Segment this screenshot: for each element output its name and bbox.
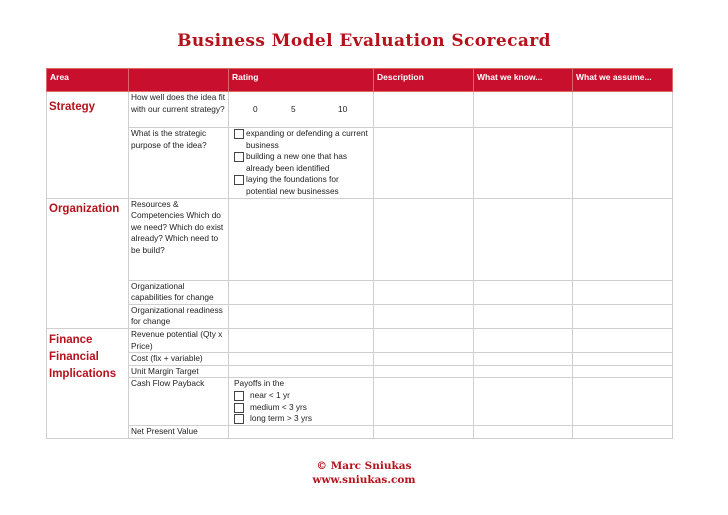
assume-cell[interactable] bbox=[573, 378, 673, 425]
know-cell[interactable] bbox=[474, 92, 573, 128]
payoff-options bbox=[229, 378, 374, 425]
assume-cell[interactable] bbox=[573, 128, 673, 199]
area-finance bbox=[47, 328, 129, 438]
table-row bbox=[47, 378, 673, 425]
header-rating: Rating bbox=[229, 69, 374, 92]
revenue-question: Revenue potential (Qty x Price) bbox=[129, 328, 229, 352]
rating-cell[interactable] bbox=[229, 198, 374, 280]
header-what-we-know: What we know... bbox=[474, 69, 573, 92]
know-cell[interactable] bbox=[474, 425, 573, 438]
know-cell[interactable] bbox=[474, 304, 573, 328]
header-description: Description bbox=[374, 69, 474, 92]
scorecard-table bbox=[46, 68, 673, 439]
strategy-options bbox=[229, 128, 374, 199]
table-row bbox=[47, 280, 673, 304]
cost-question: Cost (fix + variable) bbox=[129, 353, 229, 366]
area-strategy: Strategy bbox=[47, 92, 129, 199]
table-row bbox=[47, 92, 673, 128]
rating-cell[interactable] bbox=[229, 353, 374, 366]
checkbox-icon[interactable] bbox=[234, 391, 244, 401]
assume-cell[interactable] bbox=[573, 280, 673, 304]
description-cell[interactable] bbox=[374, 198, 474, 280]
rating-cell[interactable] bbox=[229, 365, 374, 378]
assume-cell[interactable] bbox=[573, 304, 673, 328]
header-area: Area bbox=[47, 69, 129, 92]
checkbox-icon[interactable] bbox=[234, 403, 244, 413]
option-near[interactable]: near < 1 yr bbox=[231, 390, 371, 402]
assume-cell[interactable] bbox=[573, 425, 673, 438]
description-cell[interactable] bbox=[374, 128, 474, 199]
table-row bbox=[47, 128, 673, 199]
org-resources-question: Resources & Competencies Which do we need? Which do exist already? Which need to be build? bbox=[129, 198, 229, 280]
description-cell[interactable] bbox=[374, 378, 474, 425]
org-capabilities-question: Organizational capabilities for change bbox=[129, 280, 229, 304]
description-cell[interactable] bbox=[374, 365, 474, 378]
know-cell[interactable] bbox=[474, 128, 573, 199]
assume-cell[interactable] bbox=[573, 92, 673, 128]
table-row bbox=[47, 365, 673, 378]
scale-10: 10 bbox=[338, 104, 348, 114]
unit-margin-question: Unit Margin Target bbox=[129, 365, 229, 378]
area-finance-line3: Implications bbox=[49, 367, 117, 380]
table-row bbox=[47, 425, 673, 438]
know-cell[interactable] bbox=[474, 198, 573, 280]
checkbox-icon[interactable] bbox=[234, 152, 244, 162]
table-row bbox=[47, 304, 673, 328]
option-expanding[interactable]: expanding or defending a current business bbox=[231, 128, 371, 151]
rating-cell[interactable] bbox=[229, 425, 374, 438]
checkbox-icon[interactable] bbox=[234, 129, 244, 139]
know-cell[interactable] bbox=[474, 365, 573, 378]
option-medium[interactable]: medium < 3 yrs bbox=[231, 402, 371, 414]
description-cell[interactable] bbox=[374, 92, 474, 128]
strategy-fit-question: How well does the idea fit with our current strategy? bbox=[129, 92, 229, 128]
table-row bbox=[47, 328, 673, 352]
page-title: Business Model Evaluation Scorecard bbox=[177, 31, 551, 51]
payoff-title: Payoffs in the bbox=[234, 378, 285, 389]
copyright: © Marc Sniukas bbox=[316, 460, 412, 472]
assume-cell[interactable] bbox=[573, 198, 673, 280]
know-cell[interactable] bbox=[474, 280, 573, 304]
description-cell[interactable] bbox=[374, 353, 474, 366]
option-foundations[interactable]: laying the foundations for potential new businesses bbox=[231, 174, 371, 197]
know-cell[interactable] bbox=[474, 378, 573, 425]
header-row bbox=[47, 69, 673, 92]
description-cell[interactable] bbox=[374, 304, 474, 328]
website-link[interactable]: www.sniukas.com bbox=[312, 474, 416, 486]
scale-5: 5 bbox=[291, 104, 296, 114]
rating-cell[interactable] bbox=[229, 304, 374, 328]
assume-cell[interactable] bbox=[573, 353, 673, 366]
org-readiness-question: Organizational readiness for change bbox=[129, 304, 229, 328]
area-finance-line1: Finance bbox=[49, 333, 93, 346]
npv-question: Net Present Value bbox=[129, 425, 229, 438]
option-long-term[interactable]: long term > 3 yrs bbox=[231, 413, 371, 425]
know-cell[interactable] bbox=[474, 328, 573, 352]
strategy-purpose-question: What is the strategic purpose of the idea? bbox=[129, 128, 229, 199]
checkbox-icon[interactable] bbox=[234, 175, 244, 185]
area-finance-line2: Financial bbox=[49, 350, 99, 363]
cashflow-question: Cash Flow Payback bbox=[129, 378, 229, 425]
header-what-we-assume: What we assume... bbox=[573, 69, 673, 92]
scale-0: 0 bbox=[253, 104, 258, 114]
table-row bbox=[47, 198, 673, 280]
assume-cell[interactable] bbox=[573, 365, 673, 378]
know-cell[interactable] bbox=[474, 353, 573, 366]
description-cell[interactable] bbox=[374, 425, 474, 438]
table-row bbox=[47, 353, 673, 366]
option-building[interactable]: building a new one that has already been identified bbox=[231, 151, 371, 174]
rating-scale[interactable] bbox=[229, 92, 374, 128]
description-cell[interactable] bbox=[374, 328, 474, 352]
rating-cell[interactable] bbox=[229, 280, 374, 304]
description-cell[interactable] bbox=[374, 280, 474, 304]
footer bbox=[0, 459, 728, 487]
area-organization: Organization bbox=[47, 198, 129, 328]
header-question bbox=[129, 69, 229, 92]
assume-cell[interactable] bbox=[573, 328, 673, 352]
rating-cell[interactable] bbox=[229, 328, 374, 352]
checkbox-icon[interactable] bbox=[234, 414, 244, 424]
